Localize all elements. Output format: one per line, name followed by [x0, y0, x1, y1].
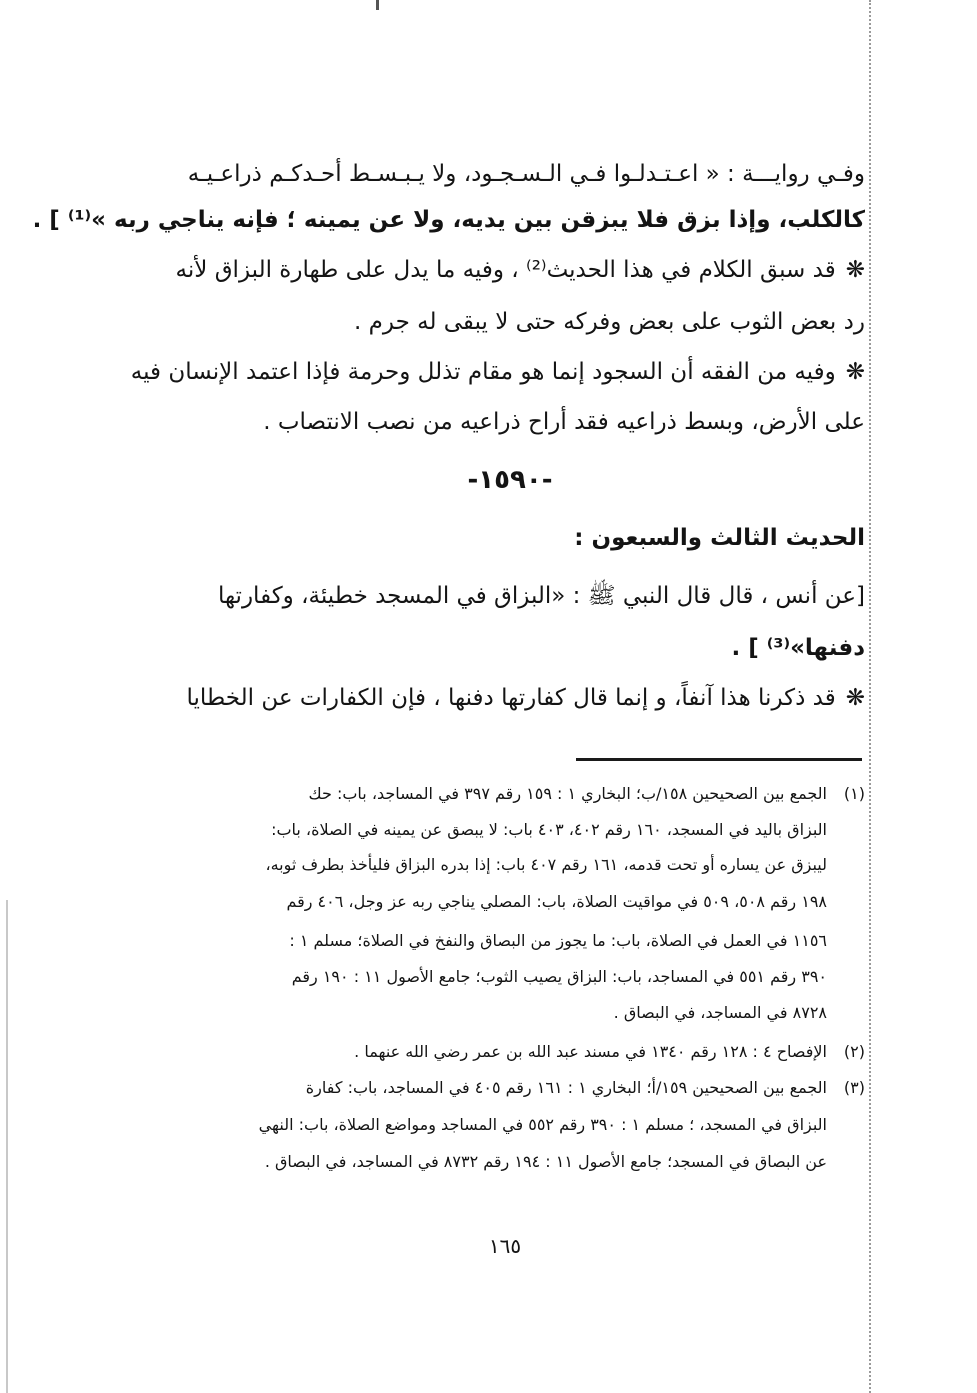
footnote-1-line-1: [145, 778, 865, 810]
footnote-text: الجمع بين الصحيحين ١٥٩/أ؛ البخاري ١ : ١٦١ رقم ٤٠٥ في المساجد، باب: كفارة: [305, 1078, 827, 1097]
footnote-3-line-1: [145, 1072, 865, 1104]
body-line-2-text: كالكلب، وإذا بزق فلا يبزقن بين يديه، ولا عن يمينه ؛ فإنه يناجي ربه »⁽¹⁾ ] .: [32, 207, 865, 233]
hadith-number-marker: -١٥٩٠-: [467, 465, 553, 495]
body-line-8: [145, 628, 865, 668]
footnote-1-line-7: [107, 997, 865, 1029]
body-line-3-text: قد سبق الكلام في هذا الحديث⁽²⁾ ، وفيه ما يدل على طهارة البزاق لأنه: [175, 257, 836, 283]
section-heading: [145, 518, 865, 558]
page-number: ١٦٥: [488, 1234, 522, 1258]
left-edge-rule: [6, 900, 8, 1393]
footnote-number: (٣): [843, 1078, 865, 1097]
footnote-separator: [576, 758, 862, 761]
footnote-text: الجمع بين الصحيحين ١٥٨/ب؛ البخاري ١ : ١٥٩ رقم ٣٩٧ في المساجد، باب: حك: [308, 784, 827, 803]
body-line-5-text: وفيه من الفقه أن السجود إنما هو مقام تذلل وحرمة فإذا اعتمد الإنسان فيه: [130, 359, 836, 385]
footnote-text: ليبزق عن يساره أو تحت قدمه، ١٦١ رقم ٤٠٧ باب: إذا بدره البزاق فليأخذ بطرف ثوبه،: [265, 855, 827, 874]
footnote-text: ٣٩٠ رقم ٥٥١ في المساجد، باب: البزاق يصيب الثوب؛ جامع الأصول ١١ : ١٩٠ رقم: [291, 967, 827, 986]
right-dotted-border: [869, 0, 871, 1393]
body-line-7-text: [عن أنس ، قال قال النبي ﷺ : «البزاق في المسجد خطيئة، وكفارتها: [217, 583, 865, 609]
footnote-1-line-2: [107, 814, 865, 846]
body-line-6: [145, 402, 865, 442]
footnote-text: ٨٧٢٨ في المساجد، في البصاق .: [613, 1003, 827, 1022]
footnote-text: ١١٥٦ في العمل في الصلاة، باب: ما يجوز من البصاق والنفخ في الصلاة؛ مسلم ١ :: [289, 931, 827, 950]
body-line-5: [130, 352, 865, 392]
body-line-1-text: وفـي روايـــة : « اعـتـدلـوا فـي الـسـجـود، ولا يـبـسـط أحـدكـم ذراعـيـه: [187, 161, 865, 187]
footnote-text: الإفصاح ٤ : ١٢٨ رقم ١٣٤٠ في مسند عبد الله بن عمر رضي الله عنهما .: [354, 1042, 827, 1061]
section-heading-text: الحديث الثالث والسبعون :: [574, 525, 865, 551]
footnote-text: ١٩٨ رقم ٥٠٨، ٥٠٩ في مواقيت الصلاة، باب: المصلي يناجي ربه عز وجل، ٤٠٦ رقم: [286, 892, 827, 911]
body-line-6-text: على الأرض، وبسط ذراعيه فقد أراح ذراعيه من نصب الانتصاب .: [263, 409, 865, 435]
body-line-7: [145, 576, 865, 616]
body-line-4: [145, 302, 865, 342]
body-line-8-text: دفنها»⁽³⁾ ] .: [731, 635, 865, 661]
body-line-9: [145, 678, 865, 718]
footnote-1-line-6: [107, 961, 865, 993]
footnote-3-line-2: [107, 1109, 865, 1141]
footnote-3-line-3: [107, 1146, 865, 1178]
footnote-2-line-1: [145, 1036, 865, 1068]
footnote-text: البزاق في المسجد، ؛ مسلم ١ : ٣٩٠ رقم ٥٥٢ في المساجد ومواضع الصلاة، باب: النهي: [258, 1115, 827, 1134]
star-ornament: ❋: [845, 685, 865, 711]
body-line-2: [32, 200, 865, 240]
body-line-9-text: قد ذكرنا هذا آنفاً، و إنما قال كفارتها دفنها ، فإن الكفارات عن الخطايا: [186, 685, 836, 711]
footnote-text: عن البصاق في المسجد؛ جامع الأصول ١١ : ١٩٤ رقم ٨٧٣٢ في المساجد، في البصاق .: [264, 1152, 827, 1171]
body-line-4-text: رد بعض الثوب على بعض وفركه حتى لا يبقى له جرم .: [354, 309, 865, 335]
footnote-1-line-4: [107, 886, 865, 918]
footnote-1-line-3: [107, 849, 865, 881]
body-line-1: [145, 154, 865, 194]
footnote-text: البزاق باليد في المسجد، ١٦٠ رقم ٤٠٢، ٤٠٣ باب: لا يبصق عن يمينه في الصلاة، باب:: [271, 820, 827, 839]
footnote-number: (١): [843, 784, 865, 803]
footnote-number: (٢): [843, 1042, 865, 1061]
top-tick-mark: [376, 0, 379, 10]
footnote-1-line-5: [107, 925, 865, 957]
star-ornament: ❋: [845, 359, 865, 385]
body-line-3: [145, 250, 865, 290]
star-ornament: ❋: [845, 257, 865, 283]
